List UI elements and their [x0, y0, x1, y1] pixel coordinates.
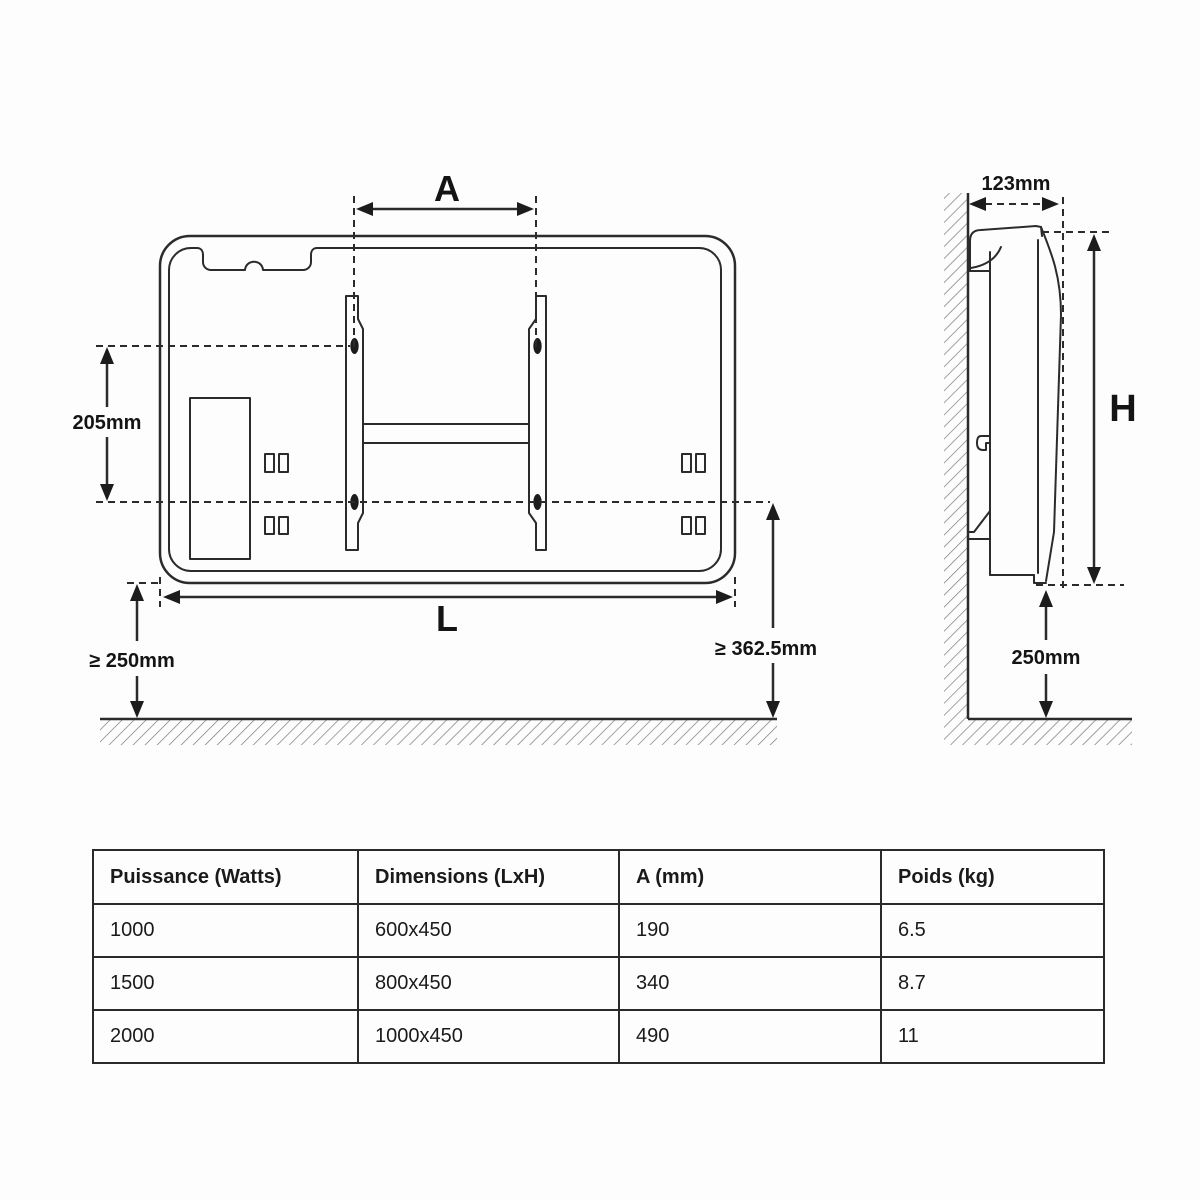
floor-hatch-front	[100, 719, 777, 745]
cell-a: 340	[619, 957, 881, 1010]
arrowhead-up	[766, 503, 780, 520]
header-a: A (mm)	[619, 850, 881, 904]
control-box	[190, 398, 250, 559]
cell-poids: 6.5	[881, 904, 1104, 957]
cell-poids: 8.7	[881, 957, 1104, 1010]
cell-dimensions: 600x450	[358, 904, 619, 957]
floor-hatch-side	[944, 719, 1132, 745]
floor-hatch-area	[944, 719, 1132, 745]
bottom-foot	[1034, 575, 1046, 583]
arrowhead-left	[163, 590, 180, 604]
dimension-min-362	[715, 503, 817, 718]
floor-hatch-area	[100, 719, 777, 745]
arrowhead-up	[100, 347, 114, 364]
vent-slot	[279, 517, 288, 534]
header-puissance: Puissance (Watts)	[93, 850, 358, 904]
vent-slot	[265, 454, 274, 472]
dim-label-min-250: ≥ 250mm	[89, 650, 175, 672]
vent-slot	[682, 517, 691, 534]
panel-inner-outline	[169, 248, 721, 571]
wall-bracket-hook	[977, 436, 990, 450]
arrowhead-up	[1087, 234, 1101, 251]
arrowhead-down	[100, 484, 114, 501]
dim-label-l: L	[436, 598, 458, 639]
header-dimensions: Dimensions (LxH)	[358, 850, 619, 904]
dim-label-123: 123mm	[981, 173, 1051, 195]
arrowhead-right	[716, 590, 733, 604]
dimension-a	[356, 168, 534, 216]
reference-lines-front	[96, 196, 770, 607]
dim-label-a: A	[434, 168, 460, 209]
arrowhead-up	[1039, 590, 1053, 607]
cell-puissance: 1500	[93, 957, 358, 1010]
arrowhead-down	[130, 701, 144, 718]
arrowhead-left	[969, 197, 986, 211]
table-row	[93, 904, 1104, 957]
front-view	[73, 168, 818, 745]
vent-slot	[279, 454, 288, 472]
vent-slots-right	[682, 454, 705, 534]
arrowhead-left	[356, 202, 373, 216]
dimension-123	[969, 173, 1059, 211]
dim-label-h: H	[1109, 388, 1137, 430]
dimension-h	[1087, 234, 1137, 584]
wall-bracket-lower	[968, 511, 990, 532]
vent-slots-left	[265, 454, 288, 534]
bracket-rail-right	[529, 296, 546, 550]
wall-hatch-area	[944, 193, 968, 719]
cell-dimensions: 800x450	[358, 957, 619, 1010]
heater-side-profile	[968, 226, 1061, 583]
dimension-250-side	[1012, 590, 1081, 718]
arrowhead-down	[1087, 567, 1101, 584]
panel-outer-outline	[160, 236, 735, 583]
dimension-min-250	[89, 584, 174, 718]
spec-table	[92, 849, 1105, 1064]
side-view	[944, 173, 1137, 745]
arrowhead-right	[517, 202, 534, 216]
arrowhead-up	[130, 584, 144, 601]
table-header-row	[93, 850, 1104, 904]
dimension-l	[163, 590, 733, 639]
table-row	[93, 1010, 1104, 1063]
wall-hatch	[944, 193, 968, 719]
arrowhead-down	[766, 701, 780, 718]
vent-slot	[682, 454, 691, 472]
mount-hole	[533, 338, 541, 354]
cell-dimensions: 1000x450	[358, 1010, 619, 1063]
mounting-bracket	[346, 296, 546, 550]
arrowhead-down	[1039, 701, 1053, 718]
vent-slot	[265, 517, 274, 534]
vent-slot	[696, 517, 705, 534]
dim-label-min-362: ≥ 362.5mm	[714, 638, 818, 660]
cell-a: 190	[619, 904, 881, 957]
front-cover-line	[1041, 227, 1061, 581]
top-cap-inner-curve	[971, 247, 1001, 268]
cell-puissance: 1000	[93, 904, 358, 957]
dimension-205	[73, 347, 142, 501]
vent-slot	[696, 454, 705, 472]
top-cap	[970, 226, 1042, 271]
dim-label-205: 205mm	[72, 412, 142, 434]
header-poids: Poids (kg)	[881, 850, 1104, 904]
cell-poids: 11	[881, 1010, 1104, 1063]
arrowhead-right	[1042, 197, 1059, 211]
table-row	[93, 957, 1104, 1010]
cell-puissance: 2000	[93, 1010, 358, 1063]
cell-a: 490	[619, 1010, 881, 1063]
dim-label-250: 250mm	[1011, 647, 1081, 669]
